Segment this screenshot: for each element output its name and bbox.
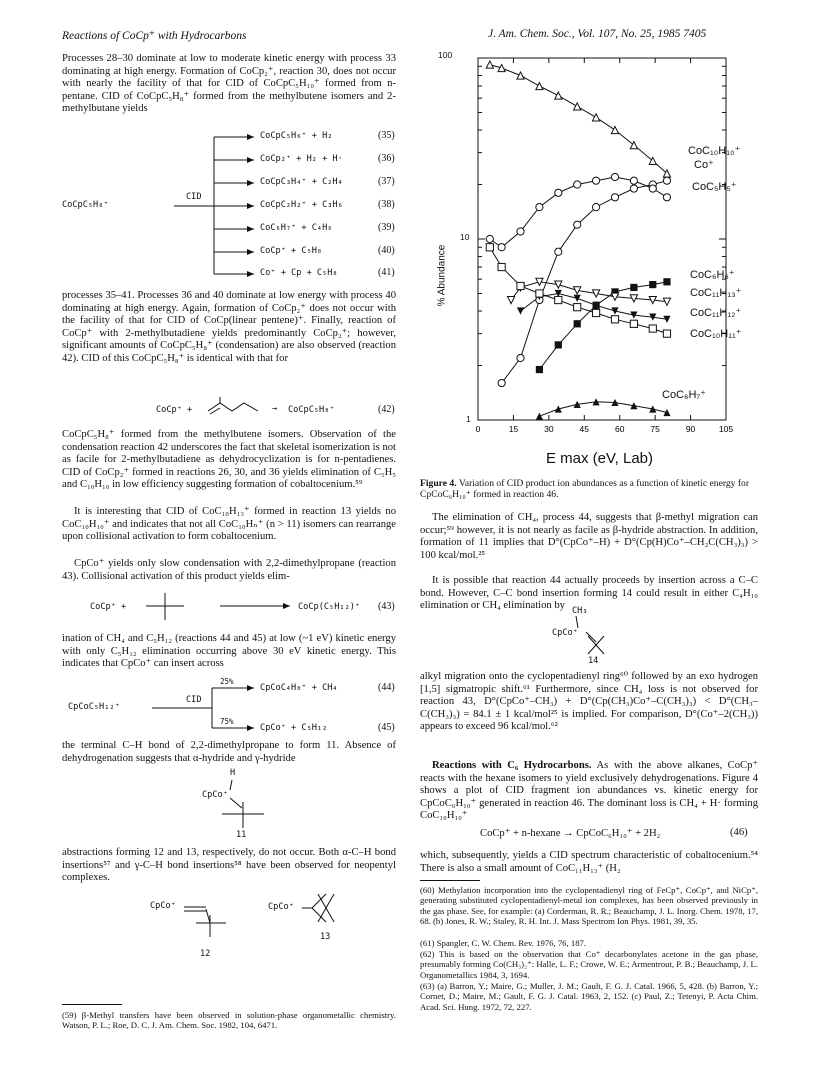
data-point bbox=[574, 320, 581, 327]
x-tick-label: 60 bbox=[614, 424, 625, 434]
reaction-number: (38) bbox=[378, 199, 395, 210]
x-tick-label: 30 bbox=[544, 424, 554, 434]
figure-caption bbox=[420, 478, 760, 500]
scheme-arrows bbox=[62, 128, 402, 280]
data-point bbox=[536, 366, 543, 373]
caption-text: Variation of CID product ion abundances as a function of kinetic energy for CpCoC₆H₁₀⁺ formed in reaction 46. bbox=[420, 478, 750, 500]
paragraph: CpCo⁺ yields only slow condensation with 2,2-dimethylpropane (reaction 43). Collisional activation of this product yields elim- bbox=[62, 558, 396, 582]
scheme-product: CoCp₂⁺ + H₂ + H· bbox=[260, 154, 343, 164]
reaction-number: (40) bbox=[378, 245, 395, 256]
data-point bbox=[663, 278, 670, 285]
footnote: (59) β-Methyl transfers have been observed in solution-phase organometallic chemistry. Watson, P. L.; Roe, D. C. J. Am. Chem. Soc. 1982, 104, 6471. bbox=[62, 1010, 396, 1031]
data-point bbox=[555, 92, 562, 99]
paragraph: It is possible that reaction 44 actually proceeds by insertion across a C–C bond. However, C–C bond insertion forming 14 could result in either C₄H₁₀ elimination or CH₄ elimination by bbox=[420, 575, 758, 612]
data-point bbox=[498, 244, 505, 251]
series-label: CoC₁₀H₁₁⁺ bbox=[690, 328, 742, 340]
atom-label: CpCo⁺ bbox=[150, 901, 176, 911]
data-point bbox=[630, 177, 637, 184]
atom-label: CpCo⁺ bbox=[268, 902, 294, 912]
data-point bbox=[517, 72, 524, 79]
reaction-number: (41) bbox=[378, 267, 395, 278]
series-line bbox=[502, 181, 667, 383]
footnote: (63) (a) Barron, Y.; Maire, G.; Muller, J. M.; Gault, F. G. J. Catal. 1966, 5, 428. (b) Barron, Y.; Cornet, D.; Maire, M.; Gault, F. G. J. Catal. 1963, 2, 152. (c) Paul, Z.; Tetenyi, P. Acta Chim. Acad. Sci. Hung. 1972, 72, 227. bbox=[420, 981, 758, 1012]
data-point bbox=[574, 181, 581, 188]
reaction-number: (45) bbox=[378, 722, 395, 733]
footnote: (60) Methylation incorporation into the cyclopentadienyl ring of FeCp⁺, CoCp⁺, and NiCp⁺, generating substituted cyclopentadienyl-metal ion complexes, has been observed previously in the gas phase. See, for example: (a) Corderman, R. R.; Beauchamp, J. L. Inorg. Chem. 1978, 17, 68. (b) Jones, R. W.; Staley, R. H. Int. J. Mass Spectrom Ion Phys. 1981, 39, 35. bbox=[420, 885, 758, 927]
data-point bbox=[630, 185, 637, 192]
data-point bbox=[611, 194, 618, 201]
x-tick-label: 15 bbox=[508, 424, 519, 434]
neopentane-structure bbox=[140, 590, 300, 624]
branch-percent: 25% bbox=[220, 677, 234, 686]
structure-14 bbox=[540, 606, 660, 666]
data-point bbox=[555, 189, 562, 196]
section-heading: Reactions with C₆ Hydrocarbons. bbox=[432, 760, 592, 771]
data-point bbox=[663, 177, 670, 184]
eq-left: CoCp⁺ + bbox=[156, 405, 193, 415]
data-point bbox=[630, 284, 637, 291]
footnote: (62) This is based on the observation that Co⁺ decarbonylates acetone in the gas phase, presumably forming Co(CH₃)₂⁺: Halle, L. F.; Crowe, W. E.; Armentrout, P. B.; Beauchamp, J. L. Organometallics 1984, 3, 1694. bbox=[420, 949, 758, 980]
data-point bbox=[498, 263, 505, 270]
paragraph: processes 35–41. Processes 36 and 40 dominate at low energy with process 40 dominating at high energy. Again, formation of CoCp₂⁺ does not occur with the facility of that for CID of CoCp(linear pentene)⁺. Finally, reaction of CoCp⁺ with 2-methylbutadiene yields predominantly CoCp₂⁺; however, significant amounts of CoCpC₅H₈⁺ (condensation) are also observed (reaction 42). CID of this CoCpC₅H₈⁺ is identical with that for bbox=[62, 290, 396, 364]
data-point bbox=[536, 290, 543, 297]
eq-left: CoCp⁺ + bbox=[90, 602, 127, 612]
eq-right: CoCp(C₅H₁₂)⁺ bbox=[298, 602, 361, 612]
data-point bbox=[517, 228, 524, 235]
cid-label: CID bbox=[186, 695, 202, 705]
data-point bbox=[574, 295, 581, 302]
paragraph: ination of CH₄ and C₅H₁₂ (reactions 44 and 45) at low (~1 eV) kinetic energy with only C₅H₁₂ elimination occurring above 30 eV kinetic energy. This indicates that CpCo⁺ can insert across bbox=[62, 633, 396, 670]
data-point bbox=[649, 281, 656, 288]
data-point bbox=[555, 248, 562, 255]
paragraph: It is interesting that CID of CoC₁₀H₁₃⁺ formed in reaction 13 yields no CoC₁₀H₁₀⁺ and indicates that not all CoC₁₀Hₙ⁺ (n > 11) isomers can rearrange upon collisional activation to form cobaltocenium. bbox=[62, 506, 396, 543]
chart-plot bbox=[426, 44, 786, 444]
paragraph: The elimination of CH₄, process 44, suggests that β-methyl migration can occur;⁵⁹ however, it is not nearly as facile as β-hydride abstraction. In addition, formation of 11 implies that D°(CpCo⁺–H) + D°(Cp(H)Co⁺–CH₂C(CH₃)₃) > 100 kcal/mol.²⁵ bbox=[420, 512, 758, 561]
paragraph: CoCpC₅H₈⁺ formed from the methylbutene isomers. Observation of the condensation reaction 42 underscores the fact that skeletal isomerization is not as facile for 2-methylbutadiene as dehydrocyclization is for n-pentadienes. CID of CoCp₂⁺ formed in reactions 26, 30, and 36 yields elimination of C₅H₅ and C₁₀H₁₀ in low efficiency suggesting formation of cobaltocenium.⁵⁹ bbox=[62, 429, 396, 491]
data-point bbox=[611, 316, 618, 323]
reaction-number: (39) bbox=[378, 222, 395, 233]
data-point bbox=[592, 177, 599, 184]
structure-12 bbox=[150, 893, 260, 963]
compound-number: 11 bbox=[236, 830, 247, 840]
scheme-reactant: CpCoC₅H₁₂⁺ bbox=[68, 702, 120, 712]
paragraph: abstractions forming 12 and 13, respectively, do not occur. Both α-C–H bond insertions⁵⁷ and γ-C–H bond insertions⁵⁸ have been observed for neopentyl complexes. bbox=[62, 847, 396, 884]
structure-11 bbox=[180, 768, 300, 840]
paragraph: alkyl migration onto the cyclopentadienyl ring⁶⁰ followed by an exo hydrogen [1,5] sigmatropic shift.⁶¹ Furthermore, since CH₄ loss is not observed for reaction 43, D°(CpCo⁺–CH₃) + D°(Cp(CH₃)Co⁺–C(CH₃)₃) < D°(CH₃–C(CH₃)₃) = 84.1 ± 1 kcal/mol²⁵ is implied. For comparison, D°(Co⁺–2(CH₃)) appears to exceed 96 kcal/mol.⁶² bbox=[420, 671, 758, 733]
data-point bbox=[486, 61, 493, 68]
series-label: Co⁺ bbox=[694, 159, 714, 171]
structure-13 bbox=[268, 888, 378, 958]
data-point bbox=[517, 354, 524, 361]
paragraph: Processes 28–30 dominate at low to moderate kinetic energy with process 33 dominating at high energy. Formation of CoCp₂⁺, reaction 30, does not occur with nearly the facility of that for CID of CoCpC₅H₁₀⁺ formed from n-pentane. CID of CoCpC₅H₈⁺ formed from the methylbutene isomers and 2-methylbutane yields bbox=[62, 53, 396, 115]
data-point bbox=[663, 330, 670, 337]
data-point bbox=[555, 405, 562, 412]
structure-bonds bbox=[540, 606, 660, 666]
x-tick-label: 0 bbox=[475, 424, 481, 434]
scheme-product: CoCp⁺ + C₅H₈ bbox=[260, 246, 323, 256]
footnote-rule bbox=[420, 880, 480, 881]
data-point bbox=[649, 185, 656, 192]
data-point bbox=[630, 320, 637, 327]
data-point bbox=[663, 194, 670, 201]
atom-label: CH₃ bbox=[572, 606, 588, 616]
series-label: CoC₆H₇⁺ bbox=[662, 389, 706, 401]
atom-label: CpCo⁺ bbox=[202, 790, 228, 800]
data-point bbox=[555, 341, 562, 348]
series-label: CoC₁₁H₁₂⁺ bbox=[690, 307, 742, 319]
paragraph: the terminal C–H bond of 2,2-dimethylpropane to form 11. Absence of dehydrogenation suggests that α-hydride and γ-hydride bbox=[62, 740, 396, 764]
compound-number: 13 bbox=[320, 932, 331, 942]
equation-42 bbox=[62, 395, 402, 423]
data-point bbox=[574, 221, 581, 228]
cid-label: CID bbox=[186, 192, 202, 202]
paragraph-text: As with the above alkanes, CoCp⁺ reacts with the hexane isomers to yield exclusively dehydrogenations. Figure 4 shows a plot of CID fragment ion abundances vs. kinetic energy for CpCoC₆H₁₀⁺ generated in reaction 46. The dominant loss is CH₄ + H· forming CoC₁₀H₁₀⁺ bbox=[420, 760, 758, 822]
running-header-right: J. Am. Chem. Soc., Vol. 107, No. 25, 1985 7405 bbox=[488, 28, 707, 40]
data-point bbox=[611, 126, 618, 133]
running-header-left: Reactions of CoCp⁺ with Hydrocarbons bbox=[62, 30, 247, 42]
data-point bbox=[498, 64, 505, 71]
scheme-product: CoCpC₂H₂⁺ + C₃H₆ bbox=[260, 200, 343, 210]
data-point bbox=[536, 413, 543, 420]
compound-number: 12 bbox=[200, 949, 211, 959]
data-point bbox=[507, 296, 514, 303]
scheme-product: CoCpC₅H₆⁺ + H₂ bbox=[260, 131, 333, 141]
branch-percent: 75% bbox=[220, 717, 234, 726]
data-point bbox=[517, 307, 524, 314]
data-point bbox=[536, 204, 543, 211]
footnote-rule bbox=[62, 1004, 122, 1005]
reaction-scheme-44-45 bbox=[62, 677, 402, 736]
data-point bbox=[574, 304, 581, 311]
atom-label: H bbox=[230, 768, 236, 778]
caption-label: Figure 4. bbox=[420, 478, 457, 489]
data-point bbox=[555, 296, 562, 303]
methylbutadiene-structure bbox=[206, 397, 270, 419]
y-tick-label: 10 bbox=[460, 232, 470, 242]
reaction-number: (42) bbox=[378, 404, 395, 415]
equation-43 bbox=[62, 590, 402, 624]
paragraph: which, subsequently, yields a CID spectrum characteristic of cobaltocenium.⁵⁴ There is also a small amount of CoC₁₁H₁₃⁺ (H₂ bbox=[420, 850, 758, 874]
y-tick-label: 100 bbox=[438, 50, 453, 60]
reaction-scheme-35-41 bbox=[62, 128, 402, 280]
scheme-reactant: CoCpC₅H₈⁺ bbox=[62, 200, 109, 210]
x-tick-label: 90 bbox=[685, 424, 696, 434]
scheme-product: Co⁺ + Cp + C₅H₈ bbox=[260, 268, 338, 278]
data-point bbox=[592, 204, 599, 211]
data-point bbox=[536, 82, 543, 89]
compound-number: 14 bbox=[588, 656, 599, 666]
scheme-product: CoC₆H₇⁺ + C₄H₆ bbox=[260, 223, 333, 233]
data-point bbox=[486, 244, 493, 251]
series-line bbox=[490, 65, 667, 174]
x-tick-label: 105 bbox=[718, 424, 734, 434]
y-axis-label: % Abundance bbox=[436, 244, 448, 307]
footnote: (61) Spangler, C. W. Chem. Rev. 1976, 76, 187. bbox=[420, 938, 587, 948]
x-tick-label: 75 bbox=[650, 424, 660, 434]
eq-text: CoCp⁺ + n-hexane → CpCoC₆H₁₀⁺ + 2H₂ bbox=[480, 828, 661, 839]
reaction-number: (35) bbox=[378, 130, 395, 141]
data-point bbox=[663, 409, 670, 416]
reaction-number: (43) bbox=[378, 601, 395, 612]
series-label: CoC₅H₅⁺ bbox=[692, 181, 737, 193]
data-point bbox=[517, 282, 524, 289]
reaction-number: (37) bbox=[378, 176, 395, 187]
atom-label: CpCo⁺ bbox=[552, 628, 578, 638]
data-point bbox=[592, 309, 599, 316]
eq-arrow: → bbox=[272, 404, 278, 414]
paragraph bbox=[420, 760, 758, 823]
reaction-number: (36) bbox=[378, 153, 395, 164]
y-tick-label: 1 bbox=[466, 414, 471, 424]
data-point bbox=[574, 103, 581, 110]
x-tick-label: 45 bbox=[579, 424, 590, 434]
eq-right: CoCpC₅H₈⁺ bbox=[288, 405, 335, 415]
figure-4 bbox=[426, 44, 786, 467]
reaction-number: (46) bbox=[730, 827, 748, 838]
series-label: CoC₆H₆⁺ bbox=[690, 269, 735, 281]
scheme-product: CoCpC₃H₄⁺ + C₂H₄ bbox=[260, 177, 343, 187]
data-point bbox=[611, 173, 618, 180]
data-point bbox=[611, 307, 618, 314]
data-point bbox=[592, 114, 599, 121]
scheme-product: CpCoC₄H₈⁺ + CH₄ bbox=[260, 683, 338, 693]
scheme-product: CpCo⁺ + C₅H₁₂ bbox=[260, 723, 328, 733]
reaction-number: (44) bbox=[378, 682, 395, 693]
data-point bbox=[649, 325, 656, 332]
x-axis-label: E max (eV, Lab) bbox=[546, 450, 653, 467]
data-point bbox=[486, 235, 493, 242]
structure-bonds bbox=[268, 888, 378, 958]
series-label: CoC₁₁H₁₃⁺ bbox=[690, 287, 742, 299]
data-point bbox=[498, 379, 505, 386]
series-label: CoC₁₀H₁₀⁺ bbox=[688, 145, 741, 157]
